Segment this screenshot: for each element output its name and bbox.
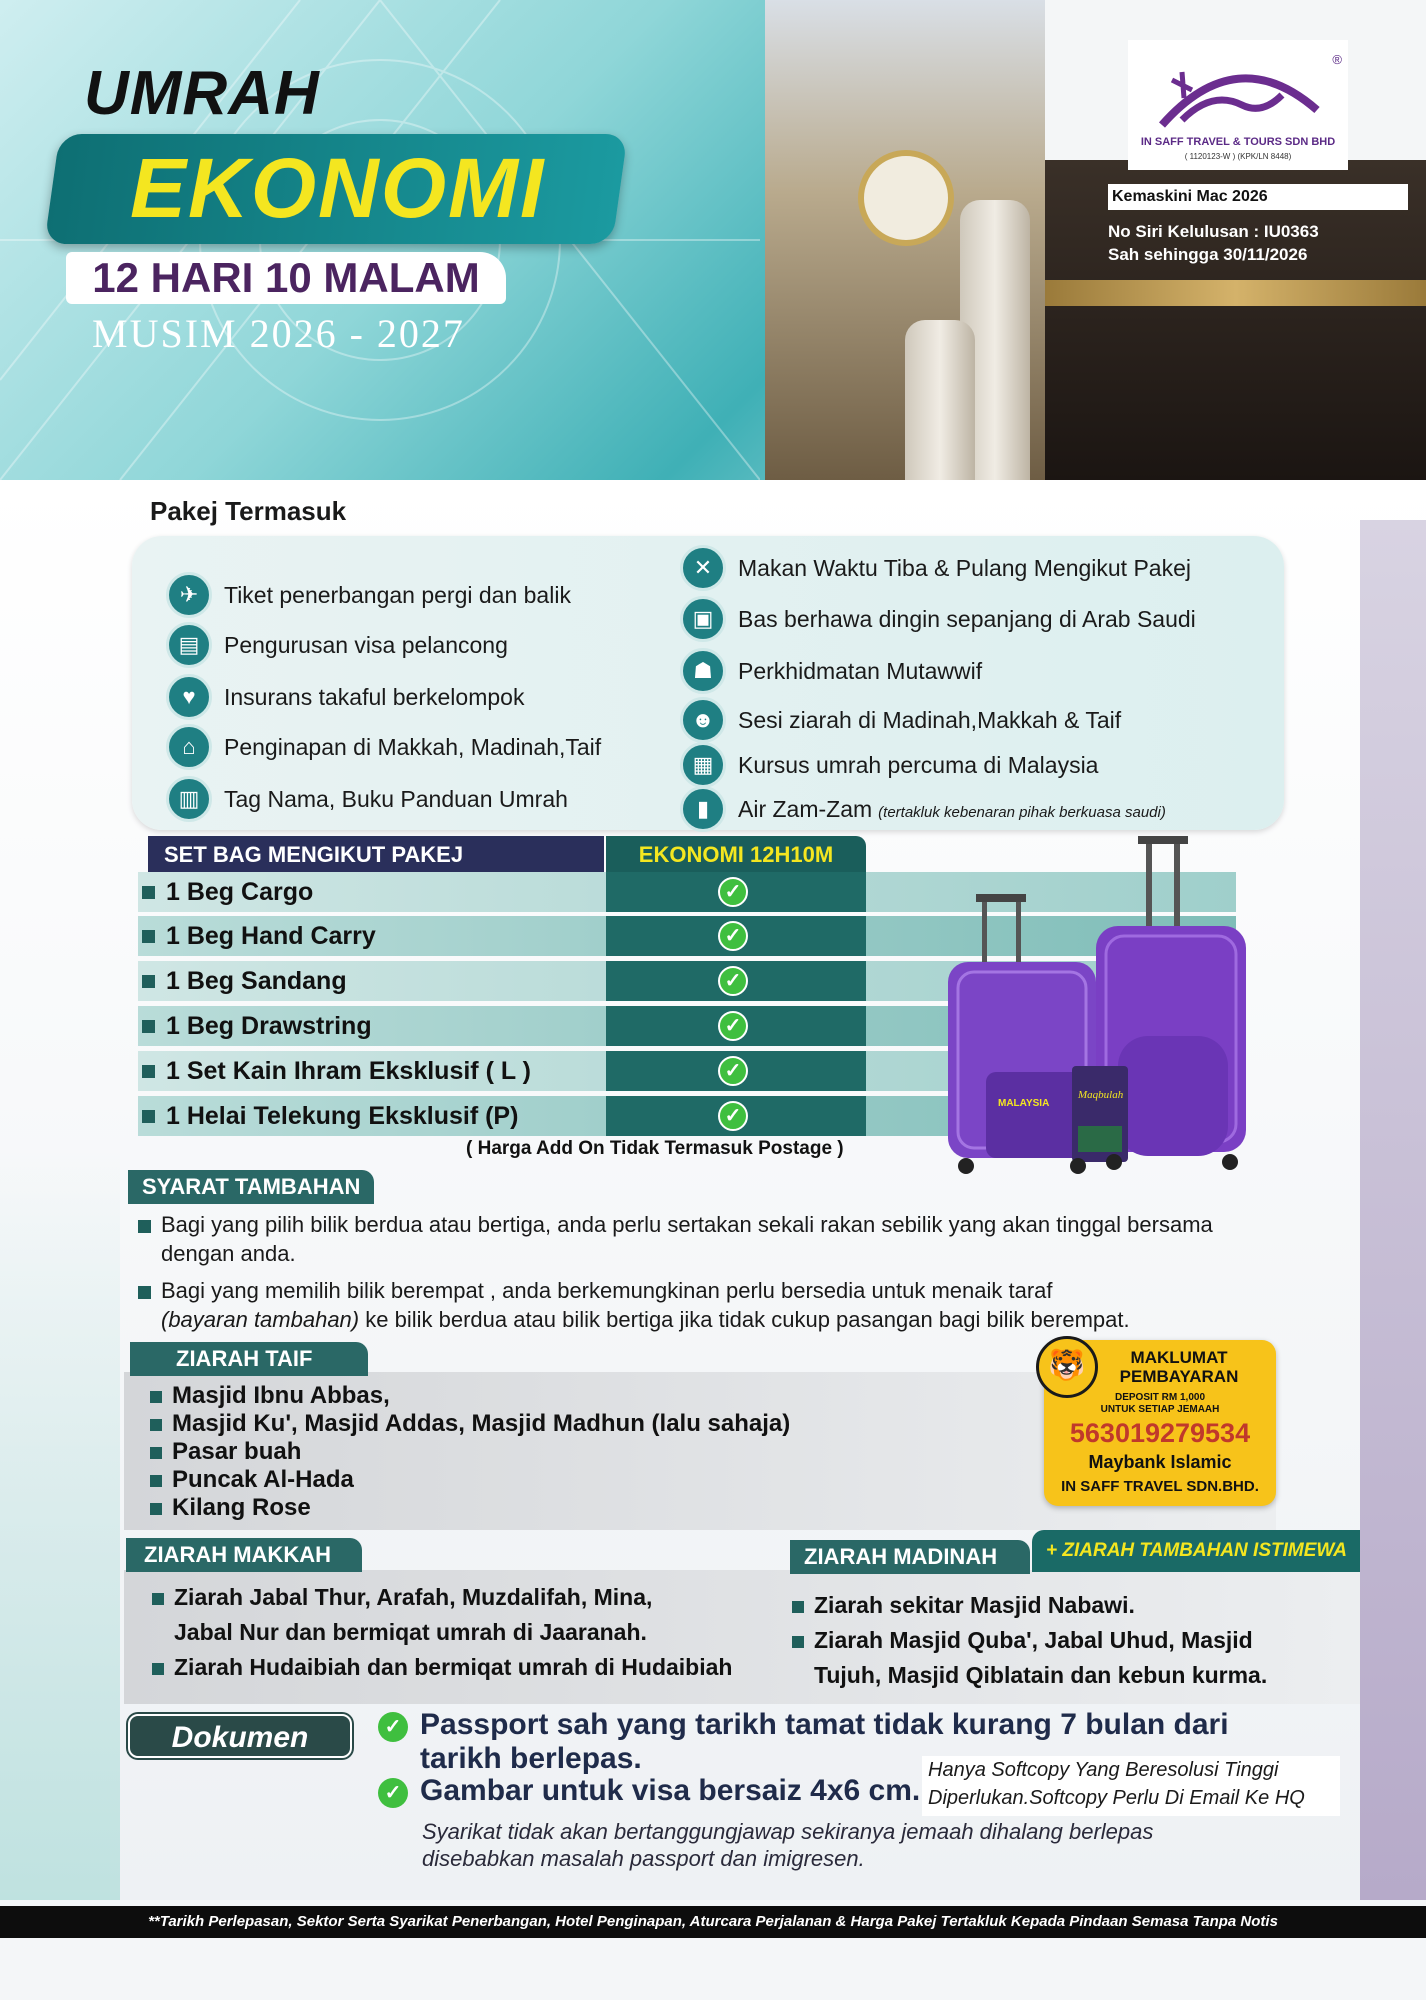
check-icon: ✓	[718, 1056, 748, 1086]
list-item-text: Masjid Ku', Masjid Addas, Masjid Madhun (lalu sahaja)	[172, 1410, 791, 1437]
list-item	[152, 1650, 732, 1685]
note-line: Hanya Softcopy Yang Beresolusi Tinggi	[928, 1759, 1279, 1781]
dokumen-line: tarikh berlepas.	[420, 1742, 642, 1775]
account-number: 563019279534	[1069, 1418, 1251, 1448]
include-text: Pengurusan visa pelancong	[224, 631, 508, 658]
include-item	[166, 622, 508, 668]
bag-item-label: 1 Beg Hand Carry	[166, 922, 376, 950]
list-item-text: Ziarah Jabal Thur, Arafah, Muzdalifah, Mina,	[174, 1584, 653, 1610]
course-icon: ▦	[680, 742, 726, 788]
check-icon: ✓	[718, 921, 748, 951]
syarat-line: Bagi yang pilih bilik berdua atau bertiga, anda perlu sertakan sekali rakan sebilik yang akan tinggal bersama	[161, 1212, 1213, 1237]
list-item	[150, 1466, 790, 1494]
approval-number: No Siri Kelulusan : IU0363	[1108, 222, 1319, 241]
syarat-rest: ke bilik berdua atau bilik bertiga jika tidak cukup pasangan bagi bilik berempat.	[359, 1307, 1130, 1332]
check-icon: ✓	[718, 877, 748, 907]
list-item-text: Puncak Al-Hada	[172, 1466, 354, 1493]
ziarah-madinah-tag: ZIARAH MADINAH	[790, 1540, 1030, 1574]
bank-name: Maybank Islamic	[1088, 1452, 1232, 1472]
bullet-square	[150, 1475, 162, 1487]
payment-title: MAKLUMAT PEMBAYARAN	[1119, 1348, 1239, 1386]
list-item-text: Ziarah Hudaibiah dan bermiqat umrah di Hudaibiah	[174, 1654, 733, 1680]
syarat-item	[138, 1210, 1213, 1268]
bottom-background	[0, 1938, 1426, 2000]
bullet-square	[142, 930, 155, 943]
book-label: Maqbulah	[1078, 1089, 1124, 1101]
list-item	[150, 1438, 790, 1466]
plane-icon: ✈	[166, 572, 212, 618]
kaaba-gold-band	[1045, 280, 1426, 306]
logo-arc-icon	[1152, 50, 1322, 130]
check-icon: ✓	[718, 966, 748, 996]
bag-item-label: 1 Beg Drawstring	[166, 1012, 372, 1040]
include-label: Air Zam-Zam	[738, 795, 873, 822]
list-item	[150, 1494, 790, 1522]
bag-item-label: 1 Helai Telekung Eksklusif (P)	[166, 1102, 519, 1130]
include-text: Bas berhawa dingin sepanjang di Arab Saudi	[738, 605, 1196, 632]
include-text: Makan Waktu Tiba & Pulang Mengikut Pakej	[738, 554, 1191, 581]
dokumen-tag: Dokumen	[128, 1714, 352, 1758]
ziarah-makkah-list	[152, 1580, 732, 1685]
syarat-line-2	[138, 1305, 1130, 1334]
maybank-tiger-icon: 🐯	[1036, 1336, 1098, 1398]
hotel-icon: ⌂	[166, 724, 212, 770]
list-item-text: Kilang Rose	[172, 1494, 311, 1521]
luggage-set-image	[936, 836, 1262, 1180]
guide-icon: ☗	[680, 648, 726, 694]
bullet-square	[792, 1636, 804, 1648]
title-ekonomi: EKONOMI	[130, 141, 546, 235]
include-note: (tertakluk kebenaran pihak berkuasa saudi)	[878, 803, 1166, 821]
list-item	[152, 1580, 732, 1615]
bullet-square	[152, 1663, 164, 1675]
bullet-square	[150, 1447, 162, 1459]
dokumen-item: Gambar untuk visa bersaiz 4x6 cm.	[420, 1774, 921, 1807]
include-item	[680, 545, 1191, 591]
clock-face	[858, 150, 954, 246]
deposit-amount: DEPOSIT RM 1,000	[1114, 1392, 1206, 1403]
syarat-line: dengan anda.	[161, 1241, 296, 1266]
list-item-text: Pasar buah	[172, 1438, 302, 1465]
bullet-square	[142, 975, 155, 988]
left-pattern	[0, 1150, 120, 1900]
include-text: Perkhidmatan Mutawwif	[738, 657, 983, 684]
backpack	[1118, 1036, 1228, 1156]
include-text: Insurans takaful berkelompok	[224, 683, 525, 710]
syarat-italic: (bayaran tambahan)	[161, 1307, 360, 1332]
bullet-square	[142, 1020, 155, 1033]
disclaimer-line: disebabkan masalah passport dan imigresen.	[422, 1846, 865, 1871]
include-item	[680, 648, 982, 694]
bullet-square	[152, 1593, 164, 1605]
syarat-tag: SYARAT TAMBAHAN	[128, 1170, 374, 1204]
season-label: MUSIM 2026 - 2027	[92, 311, 465, 356]
maqbulah-book	[1072, 1066, 1128, 1162]
logo-registration: ( 1120123-W ) (KPK/LN 8448)	[1184, 152, 1292, 161]
list-item	[792, 1623, 1267, 1658]
bullet-square	[792, 1601, 804, 1613]
dokumen-line: Passport sah yang tarikh tamat tidak kurang 7 bulan dari	[420, 1708, 1229, 1741]
list-item-text: Jabal Nur dan bermiqat umrah di Jaaranah.	[174, 1619, 647, 1645]
dokumen-disclaimer	[422, 1818, 1153, 1872]
valid-until: Sah sehingga 30/11/2026	[1108, 245, 1308, 264]
include-item	[166, 724, 601, 770]
bus-icon: ▣	[680, 596, 726, 642]
payment-info-box	[1044, 1340, 1276, 1506]
include-text: Sesi ziarah di Madinah,Makkah & Taif	[738, 706, 1122, 733]
include-text: Tiket penerbangan pergi dan balik	[224, 581, 571, 608]
bullet-square	[138, 1286, 151, 1299]
header-banner	[0, 0, 1426, 480]
syarat-line: Bagi yang memilih bilik berempat , anda berkemungkinan perlu bersedia untuk menaik taraf	[161, 1278, 1053, 1303]
softcopy-note	[922, 1756, 1340, 1816]
include-item	[680, 742, 1098, 788]
bag-item-label: 1 Beg Cargo	[166, 878, 314, 906]
syarat-item	[138, 1276, 1130, 1334]
list-item-text: Masjid Ibnu Abbas,	[172, 1382, 390, 1409]
include-text: Penginapan di Makkah, Madinah,Taif	[224, 733, 602, 760]
ziarah-taif-tag: ZIARAH TAIF	[130, 1342, 368, 1376]
bullet-square	[150, 1391, 162, 1403]
bullet-square	[138, 1220, 151, 1233]
book-icon: ▥	[166, 776, 212, 822]
duration-label: 12 HARI 10 MALAM	[66, 252, 506, 304]
visa-icon: ▤	[166, 622, 212, 668]
updated-label: Kemaskini Mac 2026	[1108, 184, 1408, 210]
bullet-square	[142, 1065, 155, 1078]
note-line: Diperlukan.Softcopy Perlu Di Email Ke HQ	[928, 1787, 1305, 1809]
logo-company-name: IN SAFF TRAVEL & TOURS SDN BHD	[1140, 136, 1336, 148]
side-pattern	[1360, 520, 1426, 1900]
include-item	[166, 572, 571, 618]
title-umrah: UMRAH	[84, 59, 320, 128]
footer-disclaimer: **Tarikh Perlepasan, Sektor Serta Syarikat Penerbangan, Hotel Penginapan, Aturcara Perjalanan & Harga Pakej Tertakluk Kepada Pindaan Semasa Tanpa Notis	[0, 1906, 1426, 1938]
insurance-icon: ♥	[166, 674, 212, 720]
include-text: Kursus umrah percuma di Malaysia	[738, 751, 1099, 778]
include-text	[738, 796, 1166, 823]
ziarah-madinah-list	[792, 1588, 1267, 1693]
bag-table-note: ( Harga Add On Tidak Termasuk Postage )	[466, 1138, 844, 1159]
registered-mark: ®	[1332, 52, 1342, 67]
bullet-square	[142, 1110, 155, 1123]
list-item	[792, 1588, 1267, 1623]
list-item-text: Ziarah Masjid Quba', Jabal Uhud, Masjid	[814, 1627, 1253, 1653]
include-item	[680, 786, 1166, 832]
account-holder: IN SAFF TRAVEL SDN.BHD.	[1061, 1478, 1259, 1495]
ziarah-taif-list	[150, 1382, 790, 1522]
bullet-square	[150, 1419, 162, 1431]
disclaimer-line: Syarikat tidak akan bertanggungjawap sekiranya jemaah dihalang berlepas	[422, 1819, 1154, 1844]
list-item	[150, 1382, 790, 1410]
include-item	[166, 776, 568, 822]
payment-deposit	[1044, 1392, 1276, 1416]
package-column-header: EKONOMI 12H10M	[606, 836, 866, 874]
list-item-text: Tujuh, Masjid Qiblatain dan kebun kurma.	[814, 1662, 1268, 1688]
include-item	[680, 697, 1121, 743]
check-icon: ✓	[718, 1101, 748, 1131]
include-item	[166, 674, 524, 720]
bullet-square	[142, 886, 155, 899]
check-icon: ✓	[718, 1011, 748, 1041]
minaret-shape	[905, 320, 975, 480]
bullet-square	[150, 1503, 162, 1515]
bag-item-label: 1 Beg Sandang	[166, 967, 347, 995]
ziarah-extra-banner: + ZIARAH TAMBAHAN ISTIMEWA	[1032, 1530, 1360, 1572]
group-icon: ☻	[680, 697, 726, 743]
check-icon: ✓	[378, 1712, 408, 1742]
include-text: Tag Nama, Buku Panduan Umrah	[224, 785, 568, 812]
list-item	[150, 1410, 790, 1438]
water-bottle-icon: ▮	[680, 786, 726, 832]
deposit-note: UNTUK SETIAP JEMAAH	[1100, 1404, 1220, 1415]
approval-info	[1108, 220, 1319, 266]
bag-item-label: 1 Set Kain Ihram Eksklusif ( L )	[166, 1057, 531, 1085]
check-icon: ✓	[378, 1778, 408, 1808]
include-item	[680, 596, 1196, 642]
includes-title: Pakej Termasuk	[150, 496, 347, 526]
bag-table-header: SET BAG MENGIKUT PAKEJ	[148, 836, 604, 874]
list-item-text: Ziarah sekitar Masjid Nabawi.	[814, 1592, 1135, 1618]
meal-icon: ✕	[680, 545, 726, 591]
company-logo	[1128, 40, 1348, 170]
ziarah-makkah-tag: ZIARAH MAKKAH	[126, 1538, 362, 1572]
pouch-label: MALAYSIA	[998, 1098, 1050, 1109]
